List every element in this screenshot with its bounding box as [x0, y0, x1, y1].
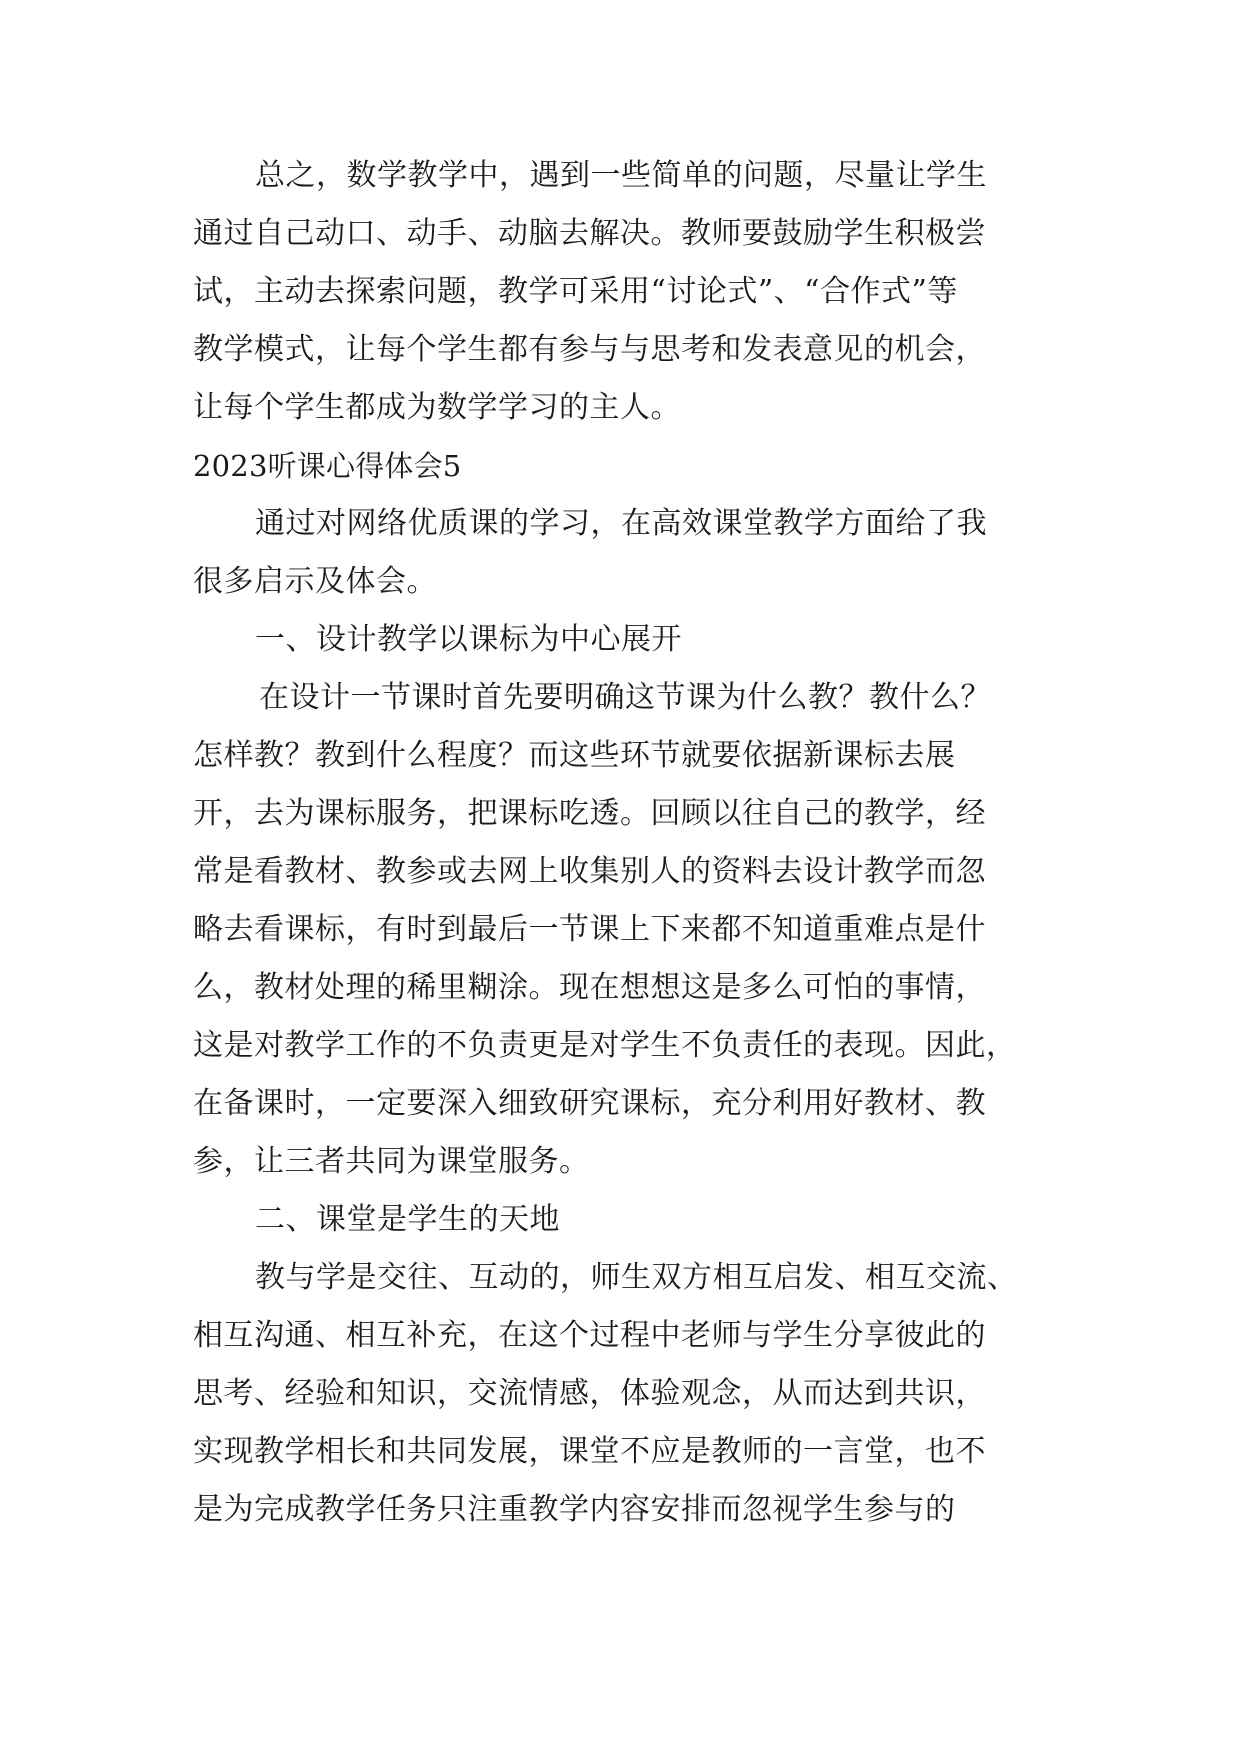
- paragraph-summary: [193, 147, 1053, 437]
- text-line: 怎样教？教到什么程度？而这些环节就要依据新课标去展: [193, 738, 956, 773]
- text-line: 实现教学相长和共同发展，课堂不应是教师的一言堂，也不: [193, 1434, 986, 1469]
- text-line: 是为完成教学任务只注重教学内容安排而忽视学生参与的: [193, 1492, 956, 1527]
- paragraph-design: [193, 669, 1053, 1191]
- paragraph-intro: [193, 495, 1053, 611]
- text-line: 教与学是交往、互动的，师生双方相互启发、相互交流、: [255, 1260, 1018, 1295]
- heading-two: [193, 1191, 1053, 1249]
- text-line: 么，教材处理的稀里糊涂。现在想想这是多么可怕的事情，: [193, 970, 986, 1005]
- text-line: 思考、经验和知识，交流情感，体验观念，从而达到共识，: [193, 1376, 986, 1411]
- text-line: 相互沟通、相互补充，在这个过程中老师与学生分享彼此的: [193, 1318, 986, 1353]
- text-line: 试，主动去探索问题，教学可采用“讨论式”、“合作式”等: [193, 274, 958, 309]
- paragraph-classroom: [193, 1249, 1053, 1539]
- heading-text: 一、设计教学以课标为中心展开: [255, 622, 682, 657]
- text-line: 总之，数学教学中，遇到一些简单的问题，尽量让学生: [255, 158, 987, 193]
- text-line: 让每个学生都成为数学学习的主人。: [193, 390, 681, 425]
- text-line: 在设计一节课时首先要明确这节课为什么教？教什么？: [259, 680, 991, 715]
- text-line: 通过自己动口、动手、动脑去解决。教师要鼓励学生积极尝: [193, 216, 986, 251]
- heading-text: 二、课堂是学生的天地: [255, 1202, 560, 1237]
- text-line: 很多启示及体会。: [193, 564, 437, 599]
- text-line: 在备课时，一定要深入细致研究课标，充分利用好教材、教: [193, 1086, 986, 1121]
- text-line: 这是对教学工作的不负责更是对学生不负责任的表现。因此，: [193, 1028, 1017, 1063]
- text-line: 开，去为课标服务，把课标吃透。回顾以往自己的教学，经: [193, 796, 986, 831]
- heading-one: [193, 611, 1053, 669]
- section-title-text: 2023听课心得体会5: [193, 449, 462, 483]
- text-line: 通过对网络优质课的学习，在高效课堂教学方面给了我: [255, 506, 987, 541]
- text-line: 常是看教材、教参或去网上收集别人的资料去设计教学而忽: [193, 854, 986, 889]
- text-line: 教学模式，让每个学生都有参与与思考和发表意见的机会，: [193, 332, 986, 367]
- text-line: 略去看课标，有时到最后一节课上下来都不知道重难点是什: [193, 912, 986, 947]
- section-title: [193, 437, 1053, 495]
- text-line: 参，让三者共同为课堂服务。: [193, 1144, 590, 1179]
